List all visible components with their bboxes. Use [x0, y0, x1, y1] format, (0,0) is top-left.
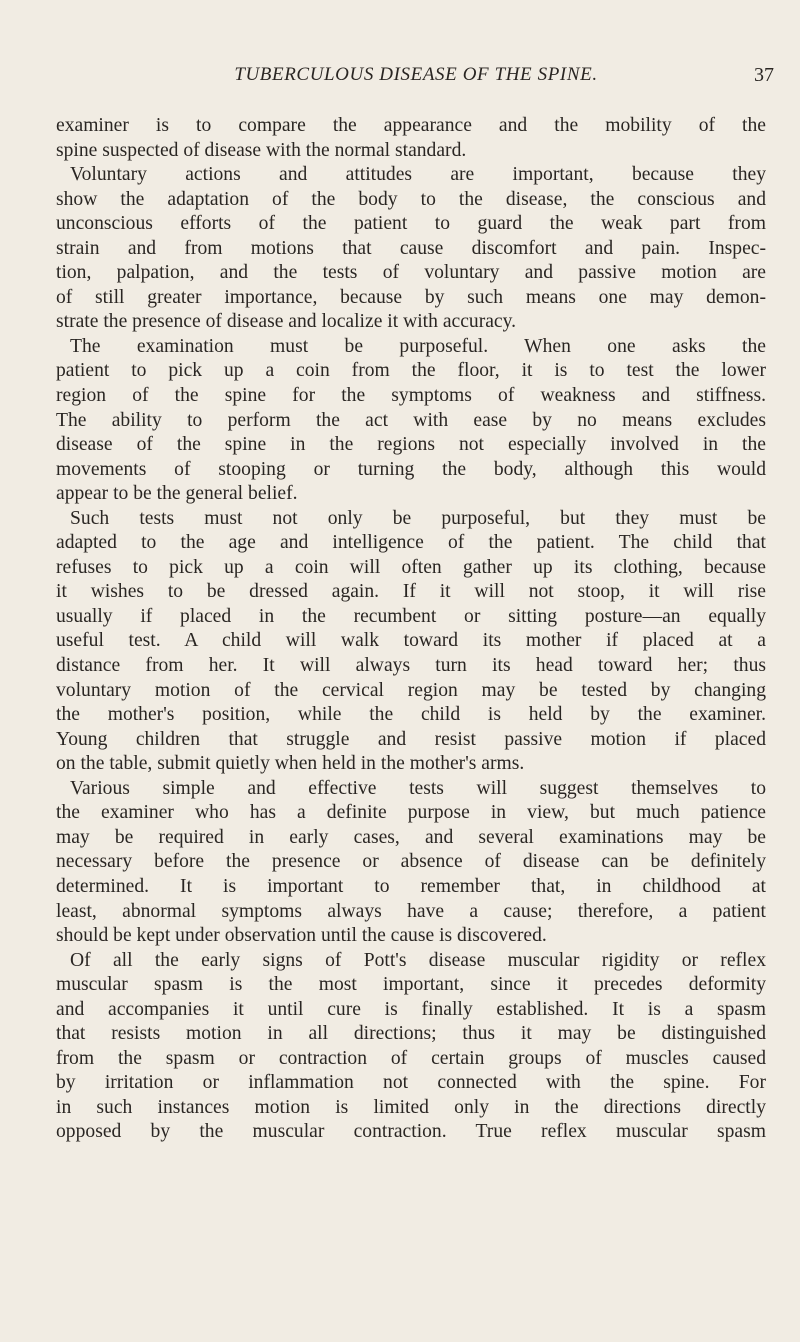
text-line: useful test. A child will walk toward its mother if placed at a — [56, 630, 766, 652]
text-line: determined. It is important to remember that, in childhood at — [56, 875, 766, 897]
text-line: Of all the early signs of Pott's disease muscular rigidity or reflex — [70, 949, 766, 971]
text-line: patient to pick up a coin from the floor, it is to test the lower — [56, 360, 766, 382]
running-head — [58, 64, 774, 94]
text-line: Such tests must not only be purposeful, but they must be — [70, 507, 766, 529]
text-line: adapted to the age and intelligence of the patient. The child that — [56, 532, 766, 554]
text-line: may be required in early cases, and several examinations may be — [56, 826, 766, 848]
text-line: least, abnormal symptoms always have a cause; therefore, a patient — [56, 900, 766, 922]
text-line: of still greater importance, because by such means one may demon- — [56, 286, 766, 308]
text-line: show the adaptation of the body to the disease, the conscious and — [56, 188, 766, 210]
text-line: Young children that struggle and resist passive motion if placed — [56, 728, 766, 750]
text-line: should be kept under observation until the cause is discovered. — [56, 925, 547, 947]
text-line: unconscious efforts of the patient to guard the weak part from — [56, 213, 766, 235]
text-line: spine suspected of disease with the normal standard. — [56, 139, 467, 161]
text-line: and accompanies it until cure is finally established. It is a spasm — [56, 998, 766, 1020]
text-line: from the spasm or contraction of certain groups of muscles caused — [56, 1047, 766, 1069]
text-line: on the table, submit quietly when held in the mother's arms. — [56, 753, 525, 775]
text-line: tion, palpation, and the tests of voluntary and passive motion are — [56, 262, 766, 284]
text-line: appear to be the general belief. — [56, 483, 298, 505]
text-line: region of the spine for the symptoms of weakness and stiffness. — [56, 385, 766, 407]
text-line: distance from her. It will always turn its head toward her; thus — [56, 655, 766, 677]
text-line: strate the presence of disease and localize it with accuracy. — [56, 311, 517, 333]
text-line: Various simple and effective tests will suggest themselves to — [70, 777, 766, 799]
text-line: the examiner who has a definite purpose in view, but much patience — [56, 802, 766, 824]
text-line: necessary before the presence or absence of disease can be definitely — [56, 851, 766, 873]
text-line: disease of the spine in the regions not especially involved in the — [56, 434, 766, 456]
text-line: strain and from motions that cause discomfort and pain. Inspec- — [56, 237, 766, 259]
text-line: by irritation or inflammation not connected with the spine. For — [56, 1072, 766, 1094]
text-line: Voluntary actions and attitudes are important, because they — [70, 164, 766, 186]
text-line: in such instances motion is limited only in the directions directly — [56, 1096, 766, 1118]
text-line: usually if placed in the recumbent or sitting posture—an equally — [56, 605, 766, 627]
text-line: the mother's position, while the child is held by the examiner. — [56, 704, 766, 726]
body-text — [56, 114, 766, 1145]
text-line: The examination must be purposeful. When one asks the — [70, 335, 766, 357]
text-line: movements of stooping or turning the body, although this would — [56, 458, 766, 480]
running-title: TUBERCULOUS DISEASE OF THE SPINE. — [234, 64, 598, 85]
text-line: refuses to pick up a coin will often gather up its clothing, because — [56, 556, 766, 578]
text-line: voluntary motion of the cervical region may be tested by changing — [56, 679, 766, 701]
text-line: opposed by the muscular contraction. True reflex muscular spasm — [56, 1121, 766, 1143]
text-line: examiner is to compare the appearance and the mobility of the — [56, 115, 766, 136]
text-line: The ability to perform the act with ease by no means excludes — [56, 409, 766, 431]
page-number: 37 — [754, 64, 774, 86]
text-line: muscular spasm is the most important, since it precedes deformity — [56, 974, 766, 996]
text-line: that resists motion in all directions; thus it may be distinguished — [56, 1023, 766, 1045]
text-line: it wishes to be dressed again. If it will not stoop, it will rise — [56, 581, 766, 603]
